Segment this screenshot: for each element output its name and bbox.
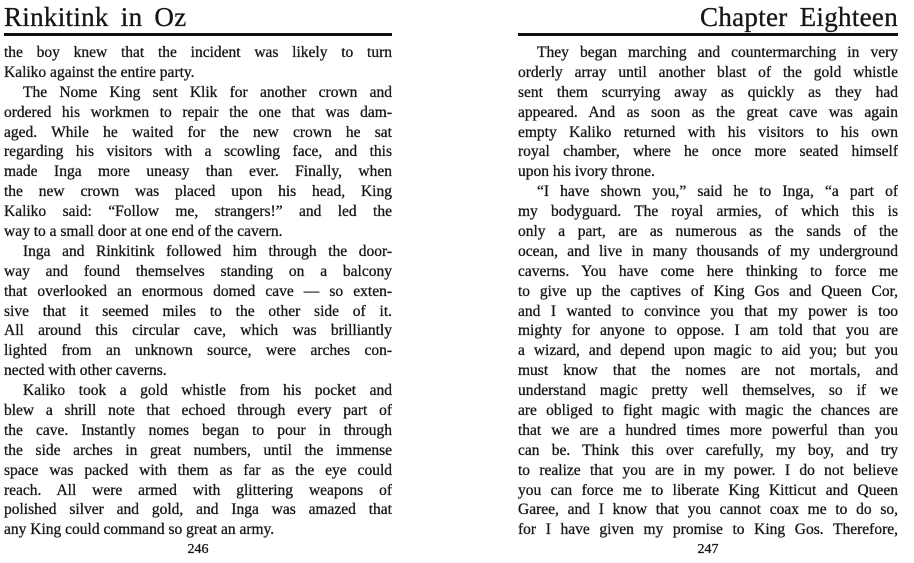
right-page <box>518 0 898 563</box>
text-line: the new crown was placed upon his head, King <box>4 183 392 201</box>
text-line: upon his ivory throne. <box>518 163 655 181</box>
text-line: that overlooked an enormous domed cave — so exten- <box>4 282 392 300</box>
left-page <box>4 0 392 563</box>
text-line: They began marching and countermarching in very <box>537 44 898 61</box>
text-line: caverns. You have come here thinking to force me <box>518 262 898 280</box>
text-line: appeared. And as soon as the great cave was again <box>518 103 898 121</box>
text-line: you can force me to liberate King Kitticut and Queen <box>518 481 898 499</box>
text-line: ocean, and live in many thousands of my underground <box>518 242 898 260</box>
text-line: polished silver and gold, and Inga was amazed that <box>4 501 392 519</box>
left-page-text <box>4 43 392 540</box>
page-number: 247 <box>697 542 719 557</box>
text-line: sent them scurrying away as quickly as they had <box>518 83 898 101</box>
text-line: a wizard, and depend upon magic to aid you; but you <box>518 342 898 360</box>
text-line: ordered his workmen to repair the one that was dam- <box>4 103 392 121</box>
text-line: must know that the nomes are not mortals, and <box>518 362 898 380</box>
text-line: Kaliko said: “Follow me, strangers!” and led the <box>4 203 392 221</box>
text-line: regarding his visitors with a scowling face, and this <box>4 143 392 161</box>
text-line: empty Kaliko returned with his visitors to his own <box>518 123 898 141</box>
running-head-title: Rinkitink in Oz <box>4 2 187 32</box>
text-line: All around this circular cave, which was brilliantly <box>4 322 392 340</box>
text-line: the cave. Instantly nomes began to pour in through <box>4 421 392 439</box>
text-line: The Nome King sent Klik for another crown and <box>23 83 392 101</box>
text-line: for I have given my promise to King Gos. Therefore, <box>518 521 898 539</box>
text-line: reach. All were armed with glittering weapons of <box>4 481 392 499</box>
page-number: 246 <box>187 542 209 557</box>
text-line: the boy knew that the incident was likely to turn <box>4 44 392 61</box>
text-line: “I have shown you,” said he to Inga, “a part of <box>537 183 898 201</box>
text-line: my bodyguard. The royal armies, of which this is <box>518 203 898 221</box>
text-line: orderly array until another blast of the gold whistle <box>518 63 898 81</box>
text-line: lighted from an unknown source, were arches con- <box>4 342 392 360</box>
running-head-chapter: Chapter Eighteen <box>700 2 898 32</box>
text-line: made Inga more uneasy than ever. Finally, when <box>4 163 392 181</box>
text-line: understand magic pretty well themselves, so if we <box>518 382 898 400</box>
text-line: any King could command so great an army. <box>4 521 275 539</box>
text-line: that we are a hundred times more powerful than you <box>518 421 898 439</box>
text-line: and I wanted to convince you that my power is too <box>518 302 898 320</box>
text-line: way to a small door at one end of the cavern. <box>4 223 283 241</box>
header-rule <box>4 33 392 36</box>
text-line: can be. Think this over carefully, my boy, and try <box>518 441 898 459</box>
text-line: Kaliko against the entire party. <box>4 63 195 81</box>
text-line: space was packed with them as far as the eye could <box>4 461 392 479</box>
text-line: only a part, are as numerous as the sands of the <box>518 223 898 241</box>
text-line: Inga and Rinkitink followed him through the door- <box>23 242 392 260</box>
text-line: aged. While he waited for the new crown he sat <box>4 123 392 141</box>
header-rule <box>518 33 898 36</box>
text-line: Garee, and I know that you cannot coax me to do so, <box>518 501 898 519</box>
text-line: to give up the captives of King Gos and Queen Cor, <box>518 282 898 300</box>
text-line: to realize that you are in my power. I do not believe <box>518 461 898 479</box>
text-line: Kaliko took a gold whistle from his pocket and <box>23 382 392 400</box>
text-line: the side arches in great numbers, until the immense <box>4 441 392 459</box>
right-page-text <box>518 43 898 540</box>
text-line: are obliged to fight magic with magic the chances are <box>518 402 898 420</box>
text-line: royal chamber, where he once more seated himself <box>518 143 898 161</box>
text-line: way and found themselves standing on a balcony <box>4 262 392 280</box>
text-line: mighty for anyone to oppose. I am told that you are <box>518 322 898 340</box>
text-line: blew a shrill note that echoed through every part of <box>4 402 392 420</box>
text-line: sive that it seemed miles to the other side of it. <box>4 302 392 320</box>
text-line: nected with other caverns. <box>4 362 167 380</box>
